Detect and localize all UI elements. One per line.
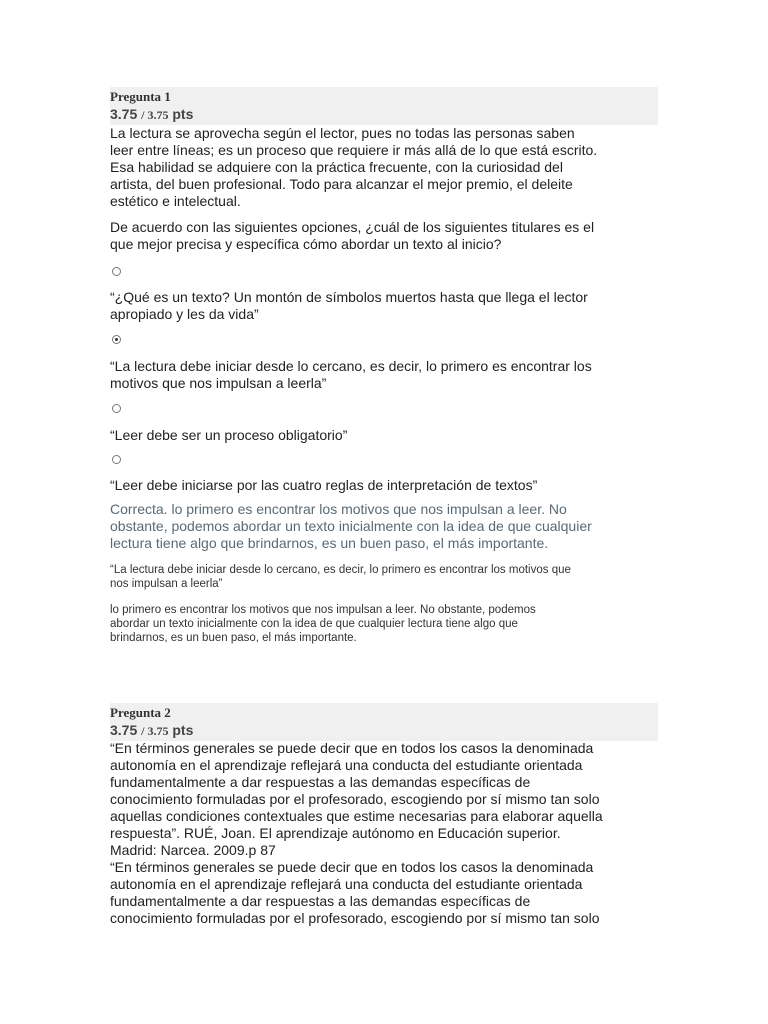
question-label: Pregunta 2 — [110, 705, 171, 720]
q1-question-text: De acuerdo con las siguientes opciones, ¿cuál de los siguientes titulares es el que mejor precisa y específica cómo abordar un texto al inicio? — [110, 219, 595, 252]
question-score: 3.75 / 3.75 pts — [110, 722, 194, 738]
option-text-3[interactable]: “Leer debe ser un proceso obligatorio” — [110, 427, 348, 443]
q2-passage: “En términos generales se puede decir que en todos los casos la denominada autonomía en el aprendizaje reflejará una conducta del estudiante orientada fundamentalmente a dar respuestas a las demandas específicas de conocimiento formuladas por el profesorado, escogiendo por sí mismo tan solo aquellas condiciones contextuales que estime necesarias para elaborar aquella respuesta”. RUÉ, Joan. El aprendizaje autónomo en Educación superior. Madrid: Narcea. 2009.p 87 “En términos generales se puede decir que en todos los casos la denominada autonomía en el aprendizaje reflejará una conducta del estudiante orientada fundamentalmente a dar respuestas a las demandas específicas de conocimiento formuladas por el profesorado, escogiendo por sí mismo tan solo — [110, 740, 603, 926]
question-2 — [110, 703, 658, 741]
option-radio-2[interactable] — [112, 335, 121, 344]
option-text-1[interactable]: “¿Qué es un texto? Un montón de símbolos muertos hasta que llega el lector apropiado y les da vida” — [110, 289, 588, 322]
option-radio-1[interactable] — [112, 267, 121, 276]
q1-feedback: Correcta. lo primero es encontrar los motivos que nos impulsan a leer. No obstante, podemos abordar un texto inicialmente con la idea de que cualquier lectura tiene algo que brindarnos, es un buen paso, el más importante. — [110, 501, 592, 551]
option-text-2[interactable]: “La lectura debe iniciar desde lo cercano, es decir, lo primero es encontrar los motivos que nos impulsan a leerla” — [110, 358, 592, 391]
question-header — [110, 87, 658, 125]
question-label: Pregunta 1 — [110, 89, 171, 104]
option-radio-3[interactable] — [112, 404, 121, 413]
option-text-4[interactable]: “Leer debe iniciarse por las cuatro reglas de interpretación de textos” — [110, 477, 538, 493]
q1-answer-explanation: lo primero es encontrar los motivos que nos impulsan a leer. No obstante, podemos abordar un texto inicialmente con la idea de que cualquier lectura tiene algo que brindarnos, es un buen paso, el más importante. — [110, 604, 536, 644]
question-score: 3.75 / 3.75 pts — [110, 106, 194, 122]
q1-passage: La lectura se aprovecha según el lector, pues no todas las personas saben leer entre líneas; es un proceso que requiere ir más allá de lo que está escrito. Esa habilidad se adquiere con la práctica frecuente, con la curiosidad del artista, del buen profesional. Todo para alcanzar el mejor premio, el deleite estético e intelectual. — [110, 125, 598, 209]
option-radio-4[interactable] — [112, 455, 121, 464]
question-header — [110, 703, 658, 741]
q1-correct-answer: “La lectura debe iniciar desde lo cercano, es decir, lo primero es encontrar los motivos que nos impulsan a leerla” — [110, 564, 571, 590]
question-1 — [110, 87, 658, 125]
